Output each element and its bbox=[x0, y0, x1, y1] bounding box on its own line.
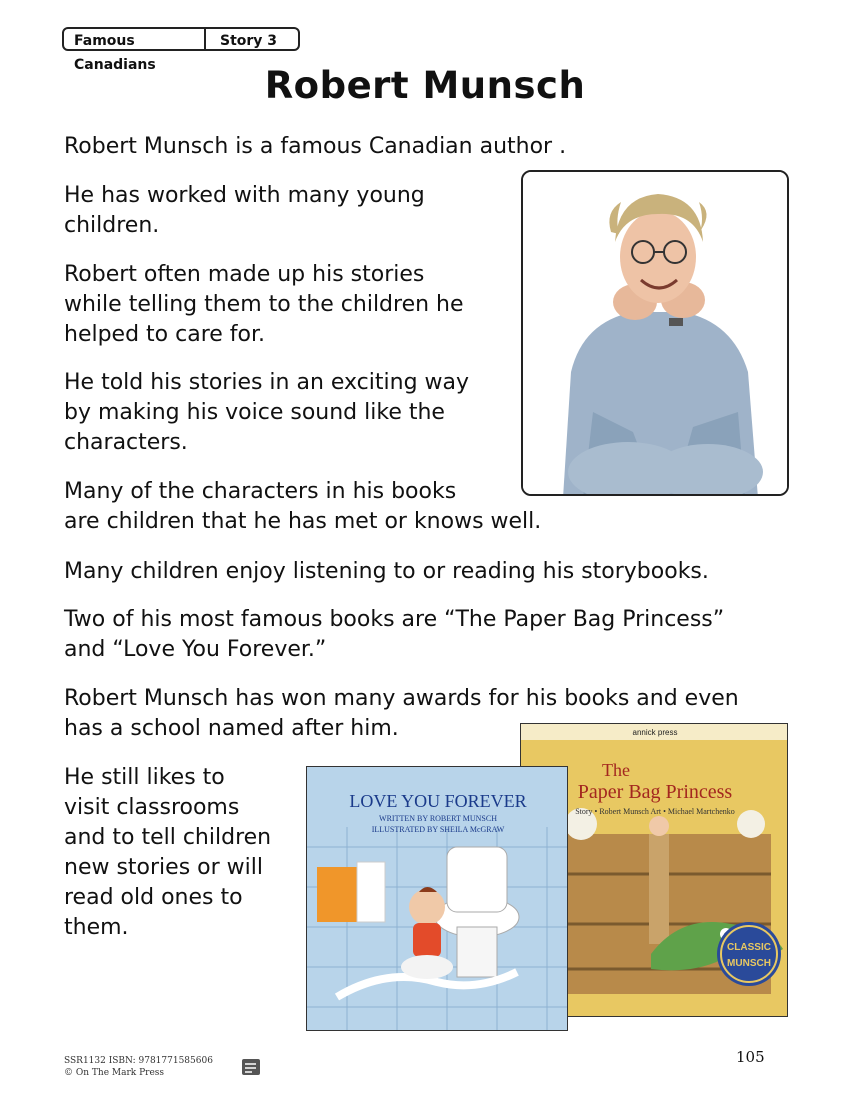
paragraph-famous-books: Two of his most famous books are “The Paper Bag Princess” and “Love You Forever.” bbox=[64, 607, 725, 662]
footer-info bbox=[64, 1055, 213, 1079]
publisher-label: annick press bbox=[632, 728, 678, 737]
lyf-title: LOVE YOU FOREVER bbox=[349, 791, 527, 811]
lyf-credit2: ILLUSTRATED BY SHEILA McGRAW bbox=[371, 825, 505, 834]
paragraph-intro: Robert Munsch is a famous Canadian author . bbox=[64, 134, 567, 159]
paragraph-made-up: Robert often made up his stories while telling them to the children he helped to care for. bbox=[64, 262, 464, 347]
paragraph-classrooms: He still likes to visit classrooms and to tell children new stories or will read old ones to them. bbox=[64, 765, 272, 940]
paragraph-worked: He has worked with many young children. bbox=[64, 183, 425, 238]
series-tab: Famous Canadians bbox=[62, 27, 206, 51]
lyf-credit1: WRITTEN BY ROBERT MUNSCH bbox=[379, 814, 497, 823]
story-tab: Story 3 bbox=[206, 27, 300, 51]
reading-passage-icon bbox=[241, 1058, 261, 1076]
footer-copyright: © On The Mark Press bbox=[64, 1068, 165, 1078]
ppb-title-line2: Paper Bag Princess bbox=[577, 781, 733, 803]
ppb-title-line1: The bbox=[602, 760, 630, 780]
author-photo bbox=[521, 170, 789, 496]
author-portrait-illustration bbox=[523, 172, 789, 496]
badge-line1: CLASSIC bbox=[727, 942, 771, 953]
paragraph-characters: Many of the characters in his books are children that he has met or knows well. bbox=[64, 479, 542, 534]
page-number: 105 bbox=[736, 1048, 765, 1066]
badge-line2: MUNSCH bbox=[727, 958, 771, 969]
paragraph-awards: Robert Munsch has won many awards for his books and even has a school named after him. bbox=[64, 686, 739, 741]
page-title: Robert Munsch bbox=[264, 64, 586, 107]
love-you-forever-cover bbox=[306, 766, 568, 1031]
ppb-credits: Story • Robert Munsch Art • Michael Martchenko bbox=[575, 807, 735, 816]
header-tabs bbox=[62, 27, 300, 73]
paragraph-enjoy: Many children enjoy listening to or reading his storybooks. bbox=[64, 559, 709, 584]
paragraph-exciting: He told his stories in an exciting way by making his voice sound like the characters. bbox=[64, 370, 470, 455]
footer-code: SSR1132 ISBN: 9781771585606 bbox=[64, 1056, 213, 1066]
love-you-forever-illustration bbox=[307, 767, 568, 1031]
